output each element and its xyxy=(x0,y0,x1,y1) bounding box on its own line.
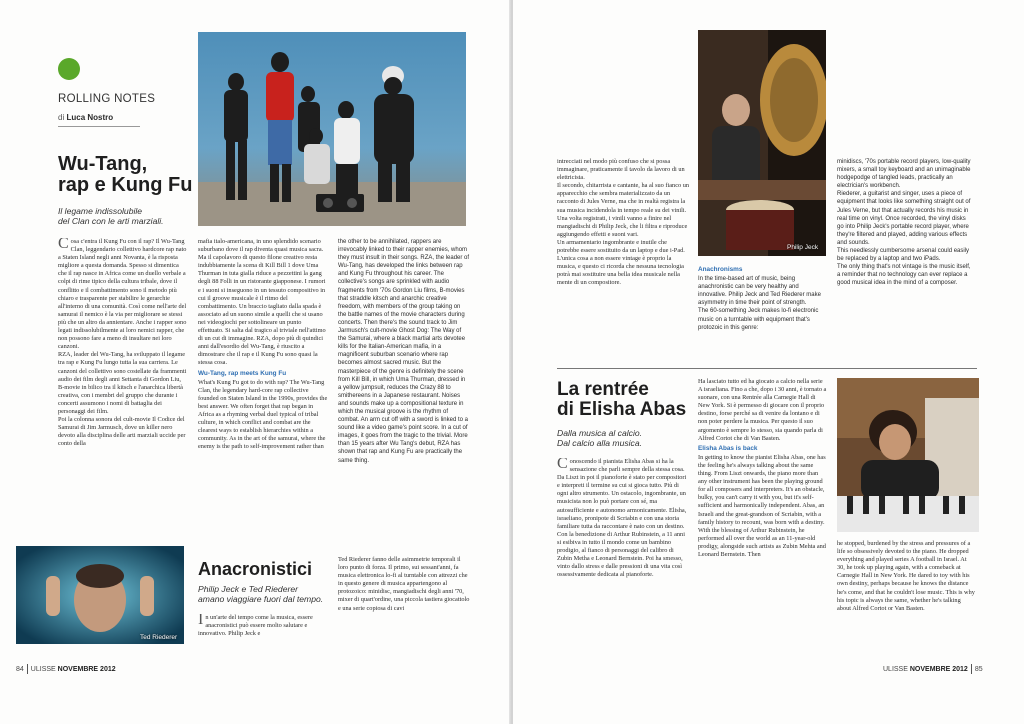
paragraph: The only thing that's not vintage is the music itself, a reminder that no technology can ever replace a good musical idea in the mind of a composer. xyxy=(837,264,971,287)
headline-line-2: di Elisha Abas xyxy=(557,398,687,420)
paragraph: Il secondo, chitarrista e cantante, ha al suo fianco un apparecchio che sembra materializzato da un racconto di Jules Verne, ma che in realtà registra la sua musica incidendola in tempo reale su dei vinili. Una volta registrati, i vinili vanno a finire nel mangiadischi di Philip Jeck, che li filtra e riproduce aggiungendo effetti e suoni vari. xyxy=(557,182,689,238)
paragraph: he stopped, burdened by the stress and pressures of a life so obsessively devoted to the piano. He dropped everything and played series A football in Israel. At 30, he took up playing again, with a comeback at Carnegie Hall in New York. He dared to toy with his own destiny, perhaps because he knows the distance he's come, and that he couldn't lose music. This is why his topic is always the same, whether he's talking about Alfred Cortot or Van Basten. xyxy=(837,540,975,612)
drop-cap: C xyxy=(58,238,69,252)
folio-separator xyxy=(27,664,28,674)
paragraph-text: osa c'entra il Kung Fu con il rap? Il Wu-Tang Clan, leggendario collettivo hardcore rap nato a Staten Island negli anni Novanta, è la risposta migliore a questa domanda. Spesso si dimentica che il rap nasce in Africa come un duello verbale a colpi di rime tipico della cultura tribale, dove il conflitto e il combattimento sono il metodo più chiaro e trasparente per stabilire le gerarchie all'interno di una comunità. Così come nell'arte del samurai il nemico è la via per migliorare se stessi più che un altro da annientare. Anche i rapper sono legati indissolubilmente ai loro nemici rapper, che non possono fare a meno di insultare nei loro canzoni. xyxy=(58,238,187,351)
photo-caption: Ted Riederer xyxy=(140,634,178,641)
anacronistici-headline: Anacronistici xyxy=(198,559,313,579)
paragraph: Ted Riederer fanno delle asimmetrie temporali il loro punto di forza. Il primo, sui sessant'anni, fa musica elettronica lo-fi al turntable con attrezzi che in questo genere di musica appartengono al protozoico: minidisc, mangiadischi degli anni '70, mixer di quart'ordine, una piccola tastiera giocattolo e una serie copiosa di cavi xyxy=(338,556,470,612)
paragraph: In the time-based art of music, being anachronistic can be very healthy and innovative. Philip Jeck and Ted Riederer make asymmetry in time their point of strength. xyxy=(698,276,821,307)
subheading: Wu-Tang, rap meets Kung Fu xyxy=(198,369,287,377)
article-headline xyxy=(58,154,192,196)
ted-riederer-photo xyxy=(16,546,184,644)
drop-cap: C xyxy=(557,458,568,472)
deck-line-1: Il legame indissolubile xyxy=(58,206,143,216)
column-3 xyxy=(837,158,973,358)
subheading: Anachronisms xyxy=(698,266,743,273)
left-page xyxy=(0,0,511,724)
abas-column-1 xyxy=(557,458,687,658)
byline xyxy=(58,113,113,122)
wu-tang-photo xyxy=(198,32,466,226)
issue-date: NOVEMBRE 2012 xyxy=(909,665,968,673)
paragraph: Un armamentario ingombrante e inutile che potrebbe essere sostituito da un laptop e due i-Pad. L'unica cosa a non essere vintage è proprio la musica, e questo ci ricorda che nessuna tecnologia potrà mai sostituire una bella idea musicale nella mente di un compositore. xyxy=(557,238,685,287)
paragraph xyxy=(198,614,328,638)
photo-caption: Philip Jeck xyxy=(787,244,819,251)
elisha-abas-photo xyxy=(837,378,979,532)
left-folio xyxy=(16,664,116,674)
paragraph xyxy=(557,458,687,579)
paragraph: intrecciati nel modo più confuso che si possa immaginare, praticamente il tavolo da lavoro di un elettricista. xyxy=(557,158,685,182)
column-2 xyxy=(198,238,328,538)
right-page xyxy=(513,0,1024,724)
paragraph xyxy=(58,238,188,351)
elisha-abas-image xyxy=(837,378,979,532)
drop-cap: I xyxy=(198,614,204,628)
headline-line-1: Wu-Tang, xyxy=(58,153,148,175)
section-rule xyxy=(557,368,977,369)
paragraph: Ha lasciato tutto ed ha giocato a calcio nella serie A israeliana. Fino a che, dopo i 30 anni, è tornato a suonare, con una Rentrée alla Carnegie Hall di New York. Si è permesso di giocare con il proprio destino, forse perché sa di venire da lontano e di non poter perdere la musica. Per questo il suo argomento è sempre lo stesso, sia quando parla di Alfred Cortot che di Van Basten. xyxy=(698,378,827,442)
headline-line-1: La rentrée xyxy=(557,379,649,400)
paragraph-text: onoscendo il pianista Elisha Abas si ha la sensazione che parli sempre della stessa cosa. Da Liszt in poi il pianoforte è stato per compositori e interpreti il termine su cui si gioca tutto. Più di ogni altro strumento. Un ostacolo, ingombrante, un musicista non lo può portare con sé, ma autosufficiente e autonomo armonicamente. Elisha, israeliano, pronipote di Scriabin e con una storia familiare tutta da raccontare è nato con un destino. Con la benedizione di Arthur Rubinstein, a 11 anni si esibiva in tutto il mondo come un bambino prodigio, al fianco di personaggi del calibro di Zubin Metha e Leonard Bernstein. Poi ha smesso, vinto dallo stress e dalle pressioni di una vita così ossessivamente dedicata al pianoforte. xyxy=(557,458,687,579)
paragraph-text: n un'arte del tempo come la musica, essere anacronistici può essere molto salutare e innovativo. Philip Jeck e xyxy=(198,614,313,638)
deck-line-1: Dalla musica al calcio. xyxy=(557,428,643,438)
wu-tang-photo-image xyxy=(198,32,466,226)
philip-jeck-photo xyxy=(698,30,826,256)
abas-deck xyxy=(557,428,642,449)
paragraph: mafia italo-americana, in uno splendido scenario suburbano dove il rap diventa quasi musica sacra. Ma il capolavoro di questo filone creativo resta indubbiamente la scena di Kill Bill 1 dove Uma Thurman in tuta gialla riduce a pezzettini la gang degli 88 Folli in un ristorante giapponese. I rumori e i suoni si inseguono in un tessuto compositivo in cui il groove musicale è il ritmo del combattimento. Un braccio tagliato dalla spada è associato ad un suono simile a quelli che si usano nei videogiochi per sottolineare un punto effettuato. Si salta dal tragico al triviale nell'attimo di un cut di immagine. RZA, dopo più di quindici anni dall'esordio del Wu-Tang, è riuscito a dimostrare che il rap e il Kung Fu sono quasi la stessa cosa. xyxy=(198,238,326,367)
column-3 xyxy=(338,238,470,538)
column-1 xyxy=(557,158,689,358)
column-1 xyxy=(58,238,188,538)
column-2 xyxy=(698,264,826,364)
paragraph: the other to be annihilated, rappers are irrevocably linked to their rapper enemies, whom they must insult in their songs. RZA, the leader of Wu-Tang, has developed the links between rap and Kung Fu throughout his career. The collective's songs are sprinkled with audio fragments from '70s Gordon Liu films, B-movies that straddle kitsch and anarchic creative freedom, with members of the group taking on the battle names of the movie characters during concerts. Then there's the sound track to Jim Jarmusch's cult-movie Ghost Dog: The Way of the Samurai, where a black martial arts devotee kills for the Italian-American mafia, in a magnificent suburban scenario where rap becomes almost sacred music. But the masterpiece of the genre is definitely the scene from Kill Bill, in which Uma Thurman, dressed in a yellow jumpsuit, reduces the Crazy 88 to smithereens in a Japanese restaurant. Noises and sounds make up a compositional texture in which the musical groove is the rhythm of combat. An arm cut off with a sword is linked to a sound like a video game's point score. In a cut of images, it goes from the tragic to the trivial. More than 15 years after Wu Tang's debut, RZA has shown that rap and Kung Fu are practically the same thing. xyxy=(338,239,470,464)
right-folio xyxy=(883,664,983,674)
anacronistici-deck xyxy=(198,584,323,605)
headline-line-2: rap e Kung Fu xyxy=(58,174,193,196)
abas-column-2 xyxy=(698,378,828,658)
article-deck xyxy=(58,206,164,227)
magazine-name: ULISSE xyxy=(883,665,908,673)
paragraph: minidiscs, '70s portable record players, low-quality mixers, a small toy keyboard and an unimaginable hodgepodge of tangled leads, practically an electrician's workbench. xyxy=(837,159,971,190)
paragraph: The 60-something Jeck makes lo-fi electronic music on a turntable with equipment that's protozoic in this genre: xyxy=(698,308,819,331)
byline-prefix: di xyxy=(58,113,65,122)
paragraph: RZA, leader del Wu-Tang, ha sviluppato il legame tra rap e Kung Fu lungo tutta la sua carriera. Le canzoni del collettivo sono costellate da frammenti audio dei film degli anni Settanta di Gordon Liu, B-movie in bilico tra il kitsch e l'anarchica libertà creativa, con i membri del gruppo che durante i concerti assumono i nomi di battaglia dei personaggi dei film. xyxy=(58,351,187,415)
abas-column-3 xyxy=(837,540,975,660)
subheading: Elisha Abas is back xyxy=(698,444,758,452)
paragraph: Riederer, a guitarist and singer, uses a piece of equipment that looks like something straight out of Jules Verne, but that actually records his music in real time on vinyl. Once recorded, the vinyl disks go into Philip Jeck's portable record player, where they're filtered and played, adding various effects and sounds. xyxy=(837,191,971,246)
paragraph: This needlessly cumbersome arsenal could easily be replaced by a laptop and two iPads. xyxy=(837,248,970,263)
byline-rule xyxy=(58,126,140,127)
deck-line-1: Philip Jeck e Ted Riederer xyxy=(198,584,298,594)
deck-line-2: Dal calcio alla musica. xyxy=(557,438,643,449)
column-title: ROLLING NOTES xyxy=(58,93,156,105)
paragraph: Poi la colonna sonora del cult-movie Il Codice del Samurai di Jim Jarmusch, dove un killer nero devoto alla disciplina delle arti marziali uccide per conto della xyxy=(58,416,186,448)
deck-line-2: del Clan con le arti marziali. xyxy=(58,216,164,227)
magazine-name: ULISSE xyxy=(30,665,56,673)
philip-jeck-image xyxy=(698,30,826,256)
issue-date: NOVEMBRE 2012 xyxy=(57,665,116,673)
anacronistici-column-1 xyxy=(198,614,328,656)
anacronistici-column-2 xyxy=(338,556,470,656)
page-number: 85 xyxy=(974,665,983,673)
folio-separator xyxy=(971,664,972,674)
paragraph: What's Kung Fu got to do with rap? The Wu-Tang Clan, the legendary hard-core rap collective founded on Staten Island in the 1990s, provides the best answer. We often forget that rap began in Africa as a rhyming verbal duel typical of tribal culture, in which conflict and combat are the clearest ways to establish hierarchies within a community. As in the art of the samurai, where the enemy is the path to self-improvement rather than xyxy=(198,378,328,451)
deck-line-2: amano viaggiare fuori dal tempo. xyxy=(198,594,324,605)
byline-author: Luca Nostro xyxy=(66,113,114,122)
green-dot-icon xyxy=(58,58,80,80)
page-number: 84 xyxy=(16,665,24,673)
paragraph: In getting to know the pianist Elisha Abas, one has the feeling he's always talking about the same thing. From Liszt onwards, the piano more than any other instrument has been the playing ground for all composers and interpreters. It's an obstacle, bulky, you can't carry it with you, but it's self-sufficient and harmonically independent. Abas, an Israeli and the great-grandson of Scriabin, with a family history to recount, was born with a destiny. With the blessing of Arthur Rubinstein, he performed all over the world as an 11-year-old prodigy, alongside such artists as Zubin Mehta and Leonard Bernstein. Then xyxy=(698,453,826,558)
ted-riederer-image xyxy=(16,546,184,644)
abas-headline xyxy=(557,380,686,420)
